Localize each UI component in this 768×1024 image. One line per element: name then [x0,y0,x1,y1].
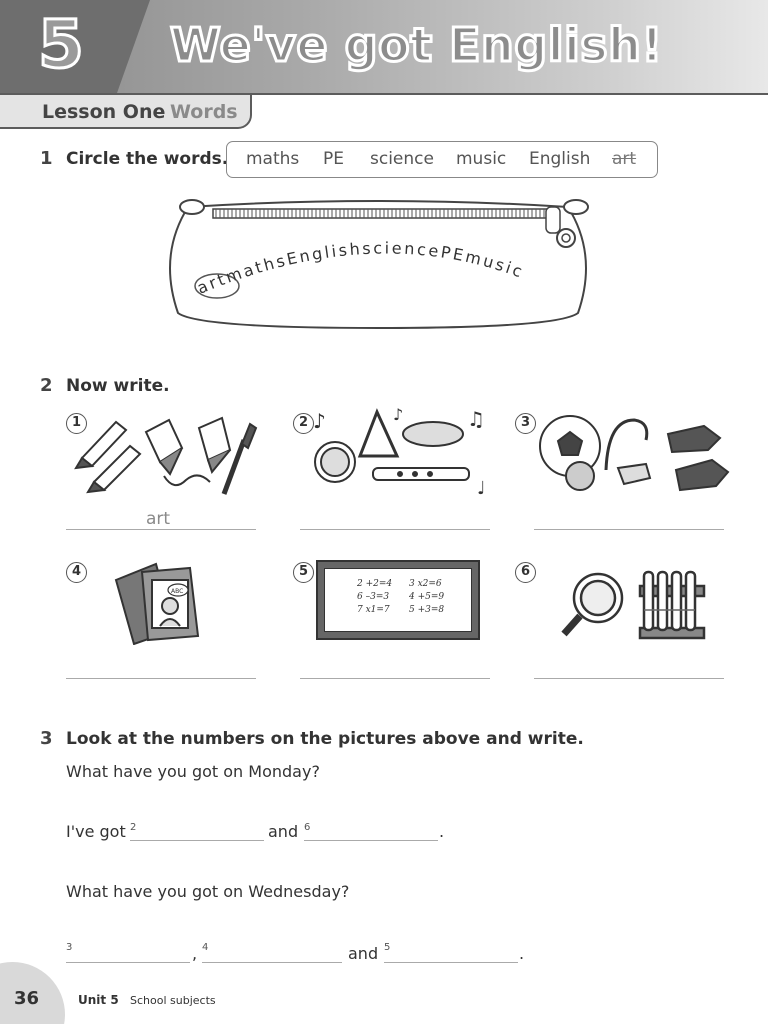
picture-number-6: 6 [515,562,536,583]
svg-text:♩: ♩ [477,478,486,498]
answer-2-comma: , [192,944,198,963]
picture-number-1: 1 [66,413,87,434]
word-box-item: English [529,149,591,169]
answer-blank-2[interactable] [130,840,264,841]
answer-ref-4: 4 [202,942,209,953]
answer-blank-4[interactable] [202,962,342,963]
musical-instruments-icon [305,406,495,498]
word-box-item-struck: art [612,149,637,169]
pencil-case-letters [190,240,580,310]
picture-number-3: 3 [515,413,536,434]
word-box-item: PE [323,149,344,169]
lesson-topic: Words [170,101,238,123]
board-surface [324,568,472,632]
crayons-paint-brush-icon [74,410,260,500]
footer-unit: Unit 5 [78,993,119,1007]
exercise-2-number: 2 [40,375,53,396]
answer-blank-6[interactable] [304,840,438,841]
board-sum: 2 +2=4 [357,579,393,589]
page-number: 36 [14,988,40,1009]
science-equipment-icon [560,566,710,644]
svg-text:♪: ♪ [393,406,404,424]
question-monday: What have you got on Monday? [66,762,320,781]
answer-ref-2: 2 [130,822,137,833]
svg-text:♪: ♪ [313,409,326,433]
sports-equipment-icon [538,410,730,500]
answer-blank-5[interactable] [384,962,518,963]
answer-1-and: and [268,822,299,841]
word-box-item: maths [246,149,300,169]
answer-line-6[interactable] [534,678,724,679]
answer-1-start: I've got [66,822,126,841]
answer-2-and: and [348,944,379,963]
answer-ref-6: 6 [304,822,311,833]
picture-number-2: 2 [293,413,314,434]
english-books-icon [112,560,207,645]
unit-title: We've got English! [170,18,663,72]
answer-1-end: . [439,822,445,841]
board-sum: 6 –3=3 [357,592,390,602]
answer-1-text: art [146,509,171,529]
board-sum: 4 +5=9 [409,592,445,602]
answer-line-3[interactable] [534,529,724,530]
svg-text:♫: ♫ [467,407,485,431]
answer-line-2[interactable] [300,529,490,530]
answer-line-5[interactable] [300,678,490,679]
exercise-2-instruction: Now write. [66,376,170,396]
svg-text:artmathsEnglishsciencePEmusic [194,240,527,298]
board-sum: 3 x2=6 [409,579,442,589]
book-label: ABC [171,588,184,595]
word-box-item: music [456,149,507,169]
unit-number: 5 [38,6,84,83]
answer-ref-3: 3 [66,942,73,953]
maths-board-icon [316,560,480,640]
lesson-label: Lesson One [42,101,166,123]
picture-number-4: 4 [66,562,87,583]
exercise-3-number: 3 [40,728,53,749]
answer-line-4[interactable] [66,678,256,679]
board-sum: 7 x1=7 [357,605,390,615]
answer-blank-3[interactable] [66,962,190,963]
answer-line-1[interactable] [66,529,256,530]
board-sum: 5 +3=8 [409,605,445,615]
footer-subject: School subjects [130,994,216,1007]
picture-number-5: 5 [293,562,314,583]
question-wednesday: What have you got on Wednesday? [66,882,350,901]
letter-chain: artmathsEnglishsciencePEmusic [194,240,527,298]
word-box-item: science [370,149,434,169]
answer-ref-5: 5 [384,942,391,953]
exercise-3-instruction: Look at the numbers on the pictures above and write. [66,729,584,749]
exercise-1-number: 1 [40,148,53,169]
exercise-1-instruction: Circle the words. [66,149,229,169]
answer-2-end: . [519,944,525,963]
